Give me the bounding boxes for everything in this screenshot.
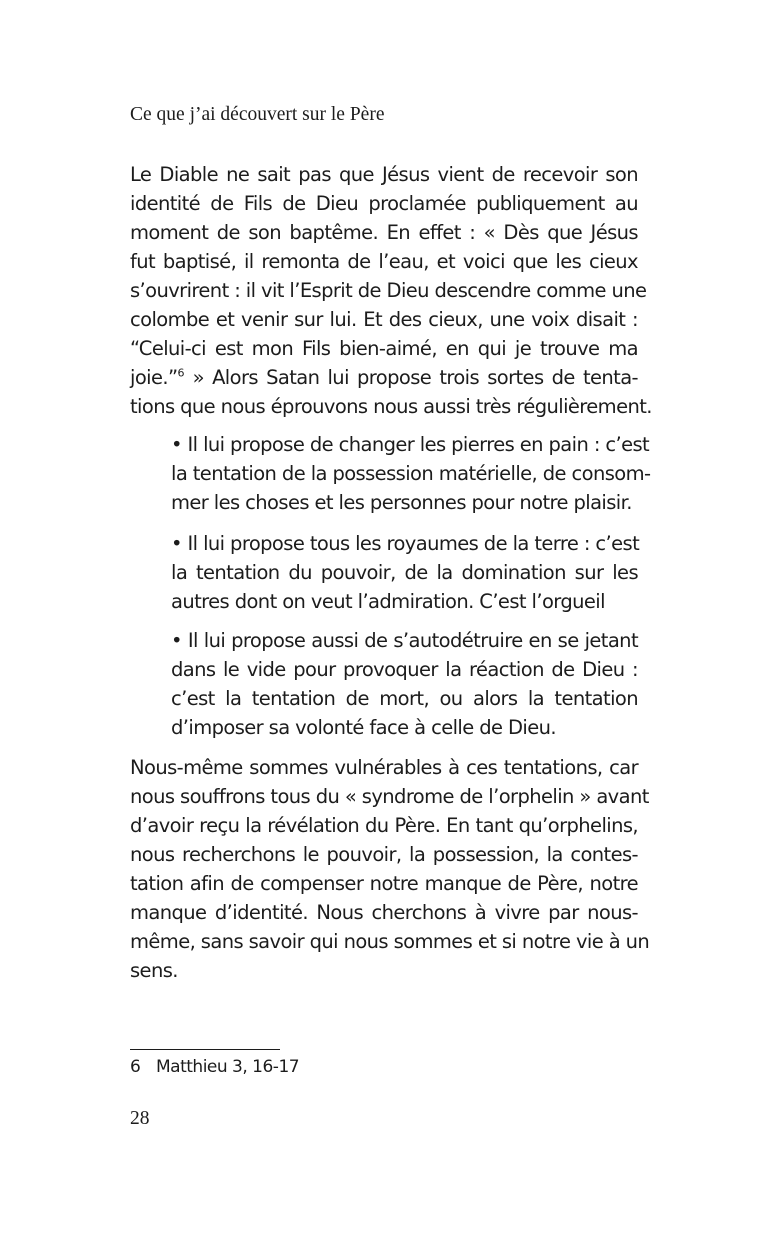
text-line: même, sans savoir qui nous sommes et si notre vie à un (130, 930, 650, 953)
text-line: identité de Fils de Dieu proclamée publiquement au (130, 192, 638, 215)
text-line: autres dont on veut l’admiration. C’est l’orgueil (171, 590, 605, 613)
text-line: • Il lui propose tous les royaumes de la terre : c’est (171, 532, 640, 555)
body-paragraph-1 (130, 160, 652, 421)
text-line: sens. (130, 959, 178, 982)
footnote-text: Matthieu 3, 16-17 (156, 1057, 300, 1077)
text-line: d’imposer sa volonté face à celle de Dieu. (171, 716, 556, 739)
text-line-with-footnote-ref (130, 363, 638, 392)
text-line: colombe et venir sur lui. Et des cieux, une voix disait : (130, 308, 638, 331)
text-line: “Celui-ci est mon Fils bien-aimé, en qui je trouve ma (130, 337, 638, 360)
text-line: c’est la tentation de mort, ou alors la tentation (171, 687, 638, 710)
footnote-reference: 6 (177, 366, 185, 380)
text-line: la tentation de la possession matérielle, de consom- (171, 462, 651, 485)
text-line: s’ouvrirent : il vit l’Esprit de Dieu descendre comme une (130, 279, 647, 302)
text-line: nous souffrons tous du « syndrome de l’orphelin » avant (130, 785, 649, 808)
bullet-item-bread (171, 430, 651, 517)
text-line: Le Diable ne sait pas que Jésus vient de recevoir son (130, 163, 638, 186)
text-line: Nous-même sommes vulnérables à ces tentations, car (130, 756, 638, 779)
footnote-number: 6 (130, 1057, 141, 1077)
text-line: tions que nous éprouvons nous aussi très régulièrement. (130, 395, 652, 418)
text-line: fut baptisé, il remonta de l’eau, et voici que les cieux (130, 250, 638, 273)
text-line: nous recherchons le pouvoir, la possession, la contes- (130, 843, 638, 866)
text-line: moment de son baptême. En effet : « Dès que Jésus (130, 221, 638, 244)
text-line: la tentation du pouvoir, de la domination sur les (171, 561, 638, 584)
text-line: mer les choses et les personnes pour notre plaisir. (171, 491, 632, 514)
text-line: dans le vide pour provoquer la réaction de Dieu : (171, 658, 638, 681)
text-line: • Il lui propose de changer les pierres en pain : c’est (171, 433, 650, 456)
text-line: manque d’identité. Nous cherchons à vivre par nous- (130, 901, 638, 924)
footnote-divider (130, 1049, 280, 1050)
text-line: d’avoir reçu la révélation du Père. En tant qu’orphelins, (130, 814, 638, 837)
text-fragment: » Alors Satan lui propose trois sortes de tenta- (184, 366, 638, 389)
bullet-item-self-destruction (171, 626, 638, 742)
text-fragment: joie.” (130, 366, 178, 389)
running-header: Ce que j’ai découvert sur le Père (130, 104, 385, 125)
bullet-item-kingdoms (171, 529, 638, 616)
text-line: tation afin de compenser notre manque de Père, notre (130, 872, 638, 895)
text-line: • Il lui propose aussi de s’autodétruire en se jetant (171, 629, 638, 652)
page-number: 28 (130, 1108, 150, 1129)
footnote (130, 1054, 299, 1080)
body-paragraph-2 (130, 753, 650, 985)
